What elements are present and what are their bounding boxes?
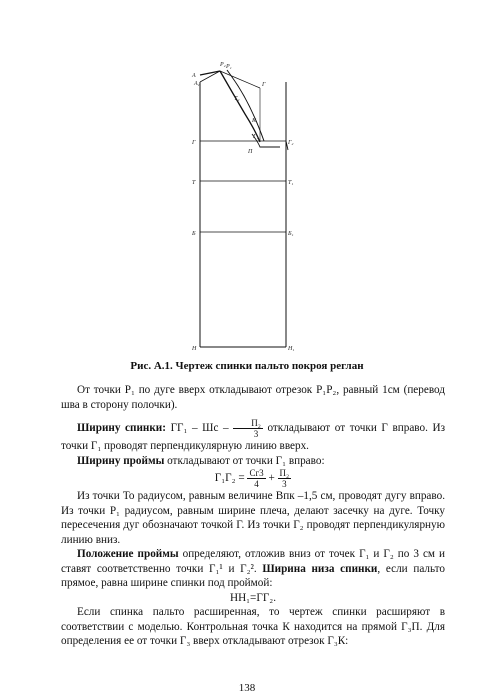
label-B1: Б₁ — [288, 231, 294, 237]
figure-caption: Рис. А.1. Чертеж спинки пальто покроя реглан — [130, 360, 364, 372]
label-G: Г — [262, 82, 266, 88]
formula-1 — [61, 468, 445, 489]
p3-rest: откладывают от точки Г₁ вправо: — [164, 454, 325, 467]
paragraph-4: Из точки То радиусом, равным величине Впк –1,5 см, проводят дугу вправо. Из точки Р₁ радиусом, равным ширине плеча, делают засечку на дуге. Точку пересечения дуг обозначают точкой Г. Из точки Г₂ проводят перпендикулярную линию вниз. — [61, 490, 445, 546]
label-Gt: Г — [192, 140, 196, 146]
p5-bold: Положение проймы — [77, 548, 179, 560]
p5-b: , если пальто прямое, равна ширине спинки под проймой: — [61, 562, 445, 589]
paragraph-1: От точки Р₁ по дуге вверх откладывают отрезок Р₁Р₂, равный 1см (перевод шва в сторону полочки). — [61, 384, 445, 411]
sleeve-line — [227, 70, 264, 141]
formula-2: НН₁=ГГ₂. — [229, 591, 276, 604]
p3-bold: Ширину проймы — [77, 454, 165, 467]
label-A: A — [192, 73, 196, 79]
back-pattern-drawing — [180, 52, 310, 352]
paragraph-5 — [61, 547, 445, 591]
f1-frac1 — [247, 468, 265, 489]
paragraph-6: Если спинка пальто расширенная, то чертеж спинки расширяют в соответствии с моделью. Контрольная точка К находится на прямой Г₃П. Для определения ее от точки Г₃ вверх откладывают отрезок Г₃К: — [61, 606, 445, 647]
f1-plus: + — [268, 472, 275, 485]
body-text — [61, 383, 445, 649]
label-T: T — [192, 180, 196, 186]
label-H: Н — [192, 346, 197, 352]
p2-den: 3 — [253, 429, 259, 439]
p5-a: определяют, отложив вниз от точек Г₁ и Г₂ по 3 см и ставят соответственно точки Г₁¹ и Г₂². — [61, 548, 445, 575]
f1-num1: Сг3 — [249, 468, 264, 478]
f1-a: Г₁Г₂ = — [214, 472, 245, 485]
paragraph-3 — [61, 454, 445, 469]
p2-fraction — [233, 418, 263, 439]
page-number: 138 — [238, 682, 256, 694]
p2-b: откладывают от точки Г вправо. Из точки Г₁ проводят перпендикулярную линию вверх. — [61, 422, 445, 452]
label-P3: П — [248, 149, 253, 155]
label-B: Б — [192, 231, 196, 237]
p5-bold2: Ширина низа спинки — [262, 562, 378, 575]
p2-num: П₂ — [233, 418, 263, 429]
raglan-line — [220, 71, 260, 142]
paragraph-2 — [61, 418, 445, 454]
p2-a: ГГ₁ – Шс – — [165, 422, 229, 435]
f1-num2: П₂ — [279, 468, 290, 478]
label-H1: Н₁ — [288, 346, 295, 352]
label-T2: T₂ — [234, 96, 240, 102]
p2-bold: Ширину спинки: — [77, 422, 166, 435]
label-K: К — [252, 118, 256, 124]
label-G1: Г₁ — [253, 134, 259, 140]
label-P1: P₁ — [226, 64, 232, 70]
label-P2: P₂ — [220, 62, 226, 68]
f1-frac2 — [278, 468, 292, 489]
f1-den1: 4 — [254, 479, 259, 489]
label-T1: T₁ — [288, 180, 294, 186]
label-A1: A₁ — [194, 81, 200, 87]
label-G2: Г₂ — [288, 140, 294, 146]
f1-den2: 3 — [282, 479, 287, 489]
aux-line — [220, 71, 260, 88]
